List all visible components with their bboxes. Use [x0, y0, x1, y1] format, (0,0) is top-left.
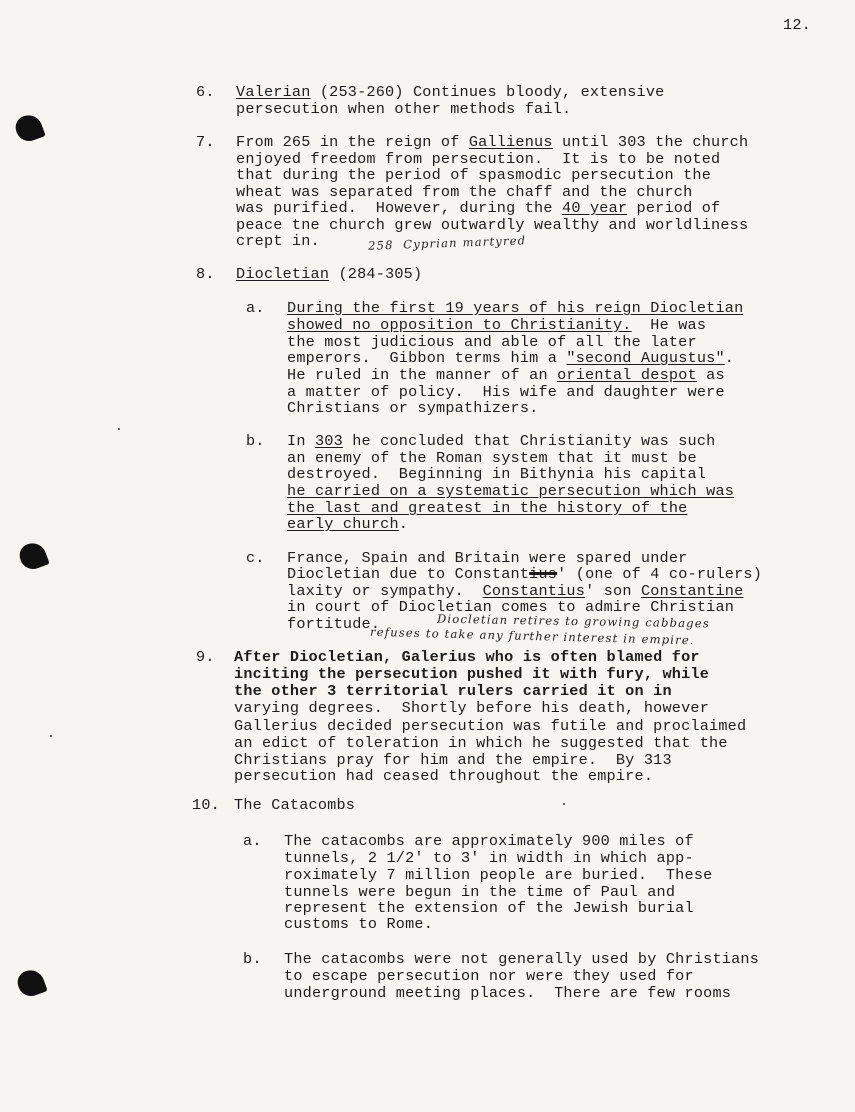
item-number: 9. — [196, 648, 215, 666]
item-line — [236, 200, 720, 217]
item-line: destroyed. Beginning in Bithynia his capital — [287, 465, 707, 483]
item-line: the last and greatest in the history of the — [287, 499, 688, 517]
line-text: From 265 in the reign of — [236, 133, 469, 151]
item-line: crept in. — [236, 232, 320, 250]
item-line: Gallerius decided persecution was futile and proclaimed — [234, 717, 747, 735]
item-line: The catacombs were not generally used by Christians — [284, 950, 760, 968]
underlined-text: Constantine — [640, 582, 744, 600]
line-text: laxity or sympathy. — [287, 582, 483, 600]
line-text: . — [724, 349, 735, 367]
item-line: France, Spain and Britain were spared under — [287, 549, 688, 567]
item-line: wheat was separated from the chaff and the church — [236, 183, 693, 201]
sub-item-letter: b. — [243, 950, 262, 968]
underlined-text: 40 year — [562, 199, 628, 217]
underlined-text: showed no opposition to Christianity. — [287, 316, 632, 334]
speck — [50, 735, 52, 737]
item-line: the other 3 territorial rulers carried it on in — [234, 682, 672, 700]
item-line: in court of Diocletian comes to admire Christian — [287, 598, 735, 616]
item-line — [236, 266, 422, 283]
item-number: 8. — [196, 265, 215, 283]
item-line: persecution had ceased throughout the empire. — [234, 767, 654, 785]
line-text: ' (one of 4 co-rulers) — [557, 565, 763, 583]
line-text: he concluded that Christianity was such — [342, 432, 716, 450]
handwritten-note: Diocletian retires to growing cabbages — [436, 611, 711, 631]
item-line: The catacombs are approximately 900 miles of — [284, 832, 694, 850]
line-text: until 303 the church — [552, 133, 749, 151]
line-text: (284-305) — [329, 265, 423, 283]
item-line — [236, 134, 748, 151]
item-line — [287, 350, 734, 367]
emperor-name: Diocletian — [236, 265, 330, 283]
item-line: tunnels, 2 1/2' to 3' in width in which app- — [284, 849, 694, 867]
item-line: roximately 7 million people are buried. These — [284, 866, 713, 884]
item-line: fortitude. — [287, 615, 381, 633]
item-line: After Diocletian, Galerius who is often blamed for — [234, 648, 700, 666]
sub-item-letter: b. — [246, 432, 265, 450]
item-line: enjoyed freedom from persecution. It is to be noted — [236, 150, 721, 168]
item-line: the most judicious and able of all the later — [287, 333, 697, 351]
underlined-text: "second Augustus" — [566, 349, 725, 367]
emperor-name: Valerian — [236, 83, 311, 101]
item-line: an enemy of the Roman system that it must be — [287, 449, 697, 467]
handwritten-note: 258 Cyprian martyred — [367, 233, 527, 253]
underlined-text: Constantius — [482, 582, 586, 600]
item-line — [287, 433, 715, 450]
page-number: 12. — [783, 16, 811, 34]
underlined-text: 303 — [314, 432, 343, 450]
item-line: customs to Rome. — [284, 915, 434, 933]
item-line: represent the extension of the Jewish burial — [284, 899, 694, 917]
line-text: He ruled in the manner of an — [287, 366, 558, 384]
item-line: underground meeting places. There are few rooms — [284, 984, 732, 1002]
sub-item-letter: c. — [246, 549, 265, 567]
line-text: . — [398, 515, 409, 533]
emperor-name: Gallienus — [468, 133, 553, 151]
item-line — [287, 317, 706, 334]
item-line: During the first 19 years of his reign Diocletian — [287, 299, 744, 317]
item-line — [236, 84, 664, 101]
item-line: tunnels were begun in the time of Paul and — [284, 883, 676, 901]
item-line: inciting the persecution pushed it with fury, while — [234, 665, 710, 683]
section-title: The Catacombs — [234, 796, 356, 814]
punch-hole-middle — [16, 539, 49, 572]
item-line — [287, 516, 408, 533]
item-line: to escape persecution nor were they used for — [284, 967, 694, 985]
sub-item-letter: a. — [246, 299, 265, 317]
line-text: period of — [627, 199, 721, 217]
underlined-text: oriental despot — [557, 366, 697, 384]
item-number: 7. — [196, 133, 215, 151]
underlined-text: early church — [287, 515, 399, 533]
item-number: 10. — [192, 796, 220, 814]
item-line: Christians pray for him and the empire. By 313 — [234, 751, 672, 769]
line-text: emperors. Gibbon terms him a — [287, 349, 567, 367]
punch-hole-bottom — [14, 966, 47, 999]
punch-hole-top — [12, 111, 45, 144]
item-line — [287, 367, 725, 384]
item-line: persecution when other methods fail. — [236, 100, 572, 118]
line-text: was purified. However, during the — [236, 199, 562, 217]
item-line: he carried on a systematic persecution which was — [287, 482, 735, 500]
line-text: as — [696, 366, 725, 384]
item-line: peace tne church grew outwardly wealthy and worldliness — [236, 216, 749, 234]
item-line: that during the period of spasmodic persecution the — [236, 166, 712, 184]
line-text: He was — [631, 316, 707, 334]
handwritten-note: refuses to take any further interest in empire. — [369, 624, 695, 648]
item-line: a matter of policy. His wife and daughter were — [287, 383, 725, 401]
speck — [563, 803, 565, 805]
sub-item-letter: a. — [243, 832, 262, 850]
item-line — [287, 566, 762, 583]
line-text: (253-260) Continues bloody, extensive — [310, 83, 665, 101]
line-text: In — [287, 432, 315, 450]
struck-text: ius — [529, 565, 558, 583]
item-number: 6. — [196, 83, 215, 101]
line-text: Diocletian due to Constant — [287, 565, 530, 583]
line-text: ' son — [585, 582, 641, 600]
item-line: an edict of toleration in which he suggested that the — [234, 734, 728, 752]
speck — [118, 428, 120, 430]
item-line: varying degrees. Shortly before his death, however — [234, 699, 710, 717]
item-line: Christians or sympathizers. — [287, 399, 539, 417]
